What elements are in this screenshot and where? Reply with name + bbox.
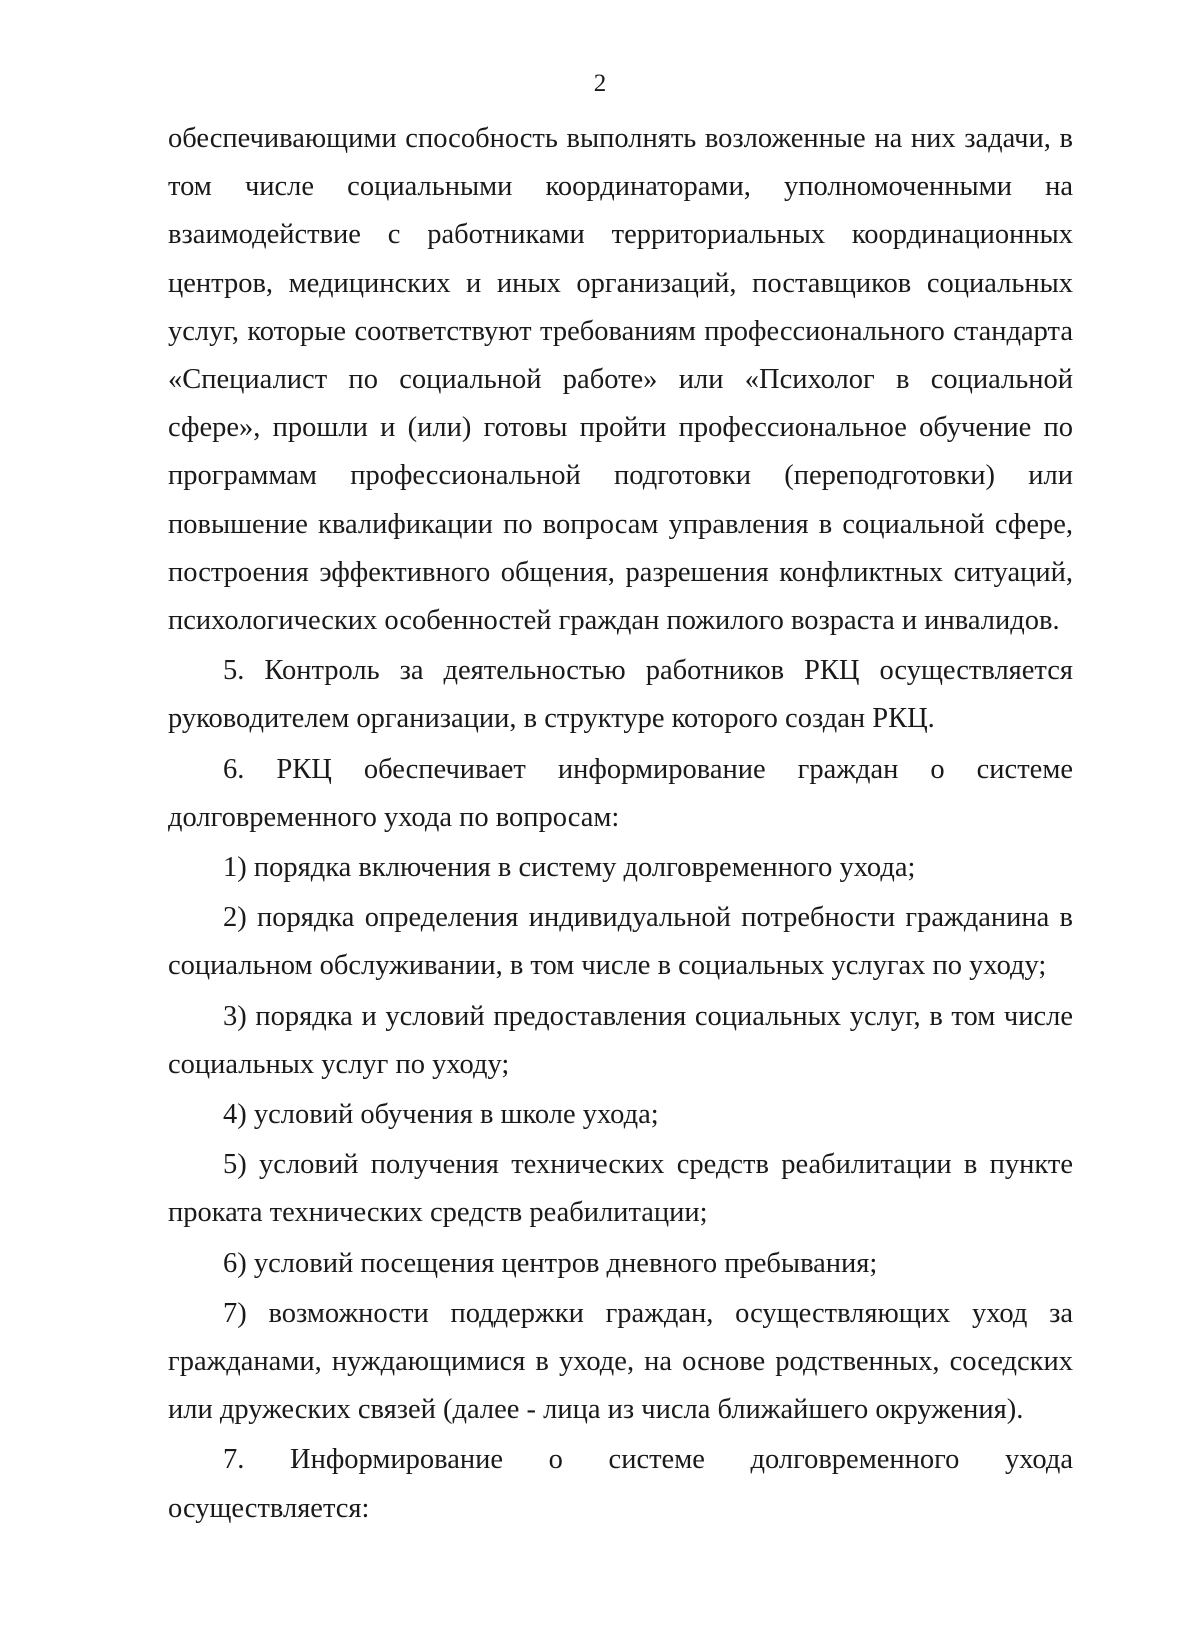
paragraph-item-6: 6. РКЦ обеспечивает информирование граждан о системе долговременного ухода по вопросам:	[168, 753, 1073, 833]
list-item-7: 7) возможности поддержки граждан, осуществляющих уход за гражданами, нуждающимися в уходе, на основе родственных, соседских или дружеских связей (далее - лица из числа ближайшего окружения).	[168, 1297, 1073, 1426]
list-item-4: 4) условий обучения в школе ухода;	[223, 1099, 659, 1131]
paragraph-item-7: 7. Информирование о системе долговременного ухода осуществляется:	[168, 1444, 1073, 1524]
list-item-6: 6) условий посещения центров дневного пребывания;	[223, 1247, 878, 1279]
page-number: 2	[593, 70, 607, 97]
paragraph-item-5: 5. Контроль за деятельностью работников РКЦ осуществляется руководителем организации, в структуре которого создан РКЦ.	[168, 655, 1073, 735]
document-body	[168, 115, 1073, 1533]
list-item-3: 3) порядка и условий предоставления социальных услуг, в том числе социальных услуг по уходу;	[168, 1000, 1073, 1080]
list-item-1: 1) порядка включения в систему долговременного ухода;	[223, 852, 916, 884]
paragraph-continuation: обеспечивающими способность выполнять возложенные на них задачи, в том числе социальными координаторами, уполномоченными на взаимодействие с работниками территориальных координационных центров, медицинских и иных организаций, поставщиков социальных услуг, которые соответствуют требованиям профессионального стандарта «Специалист по социальной работе» или «Психолог в социальной сфере», прошли и (или) готовы пройти профессиональное обучение по программам профессиональной подготовки (переподготовки) или повышение квалификации по вопросам управления в социальной сфере, построения эффективного общения, разрешения конфликтных ситуаций, психологических особенностей граждан пожилого возраста и инвалидов.	[168, 123, 1073, 637]
list-item-5: 5) условий получения технических средств реабилитации в пункте проката технических средств реабилитации;	[168, 1149, 1073, 1229]
list-item-2: 2) порядка определения индивидуальной потребности гражданина в социальном обслуживании, в том числе в социальных услугах по уходу;	[168, 902, 1073, 982]
